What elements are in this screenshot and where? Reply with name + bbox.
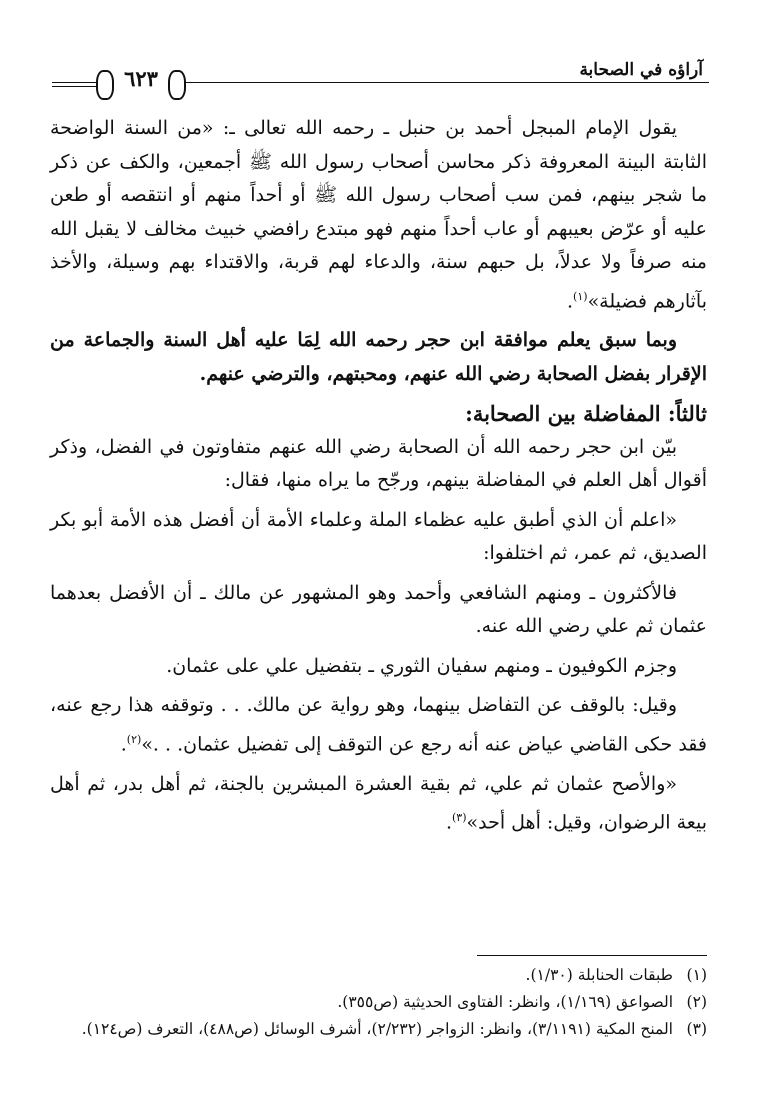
page-number-text: ٦٢٣ <box>124 66 158 91</box>
footnote: (٣)المنح المكية (٣/١١٩١)، وانظر: الزواجر (٢/٢٣٢)، أشرف الوسائل (ص٤٨٨)، التعرف (ص١٢٤). <box>81 1020 707 1038</box>
ornament-right-icon <box>168 70 186 100</box>
ornament-left-icon <box>96 70 114 100</box>
footnote-ref: (٣) <box>451 811 467 825</box>
footnote-ref: (٢) <box>126 732 142 746</box>
main-text <box>50 112 707 840</box>
paragraph: وجزم الكوفيون ـ ومنهم سفيان الثوري ـ بتفضيل علي على عثمان. <box>166 654 677 677</box>
footnote-separator <box>477 955 707 956</box>
paragraph: «والأصح عثمان ثم علي، ثم بقية العشرة المبشرين بالجنة، ثم أهل بدر، ثم أهل بيعة الرضوان، وقيل: أهل أحد»$^{(٣)}$. <box>50 772 707 834</box>
header-title: آراؤه في الصحابة <box>579 60 703 80</box>
header-rule-short <box>52 86 96 87</box>
footnotes <box>50 962 707 1043</box>
running-header <box>52 56 709 96</box>
paragraph: بيّن ابن حجر رحمه الله أن الصحابة رضي الله عنهم متفاوتون في الفضل، وذكر أقوال أهل العلم في المفاضلة بينهم، ورجّح ما يراه منها، فقال: <box>50 435 707 492</box>
footnote: (١)طبقات الحنابلة (١/٣٠). <box>525 966 707 984</box>
section-heading: ثالثاً: المفاضلة بين الصحابة: <box>465 401 707 427</box>
footnote: (٢)الصواعق (١/١٦٩)، وانظر: الفتاوى الحديثية (ص٣٥٥). <box>337 993 707 1011</box>
paragraph: يقول الإمام المبجل أحمد بن حنبل ـ رحمه الله تعالى ـ: «من السنة الواضحة الثابتة البينة المعروفة ذكر محاسن أصحاب رسول الله ﷺ أجمعين، والكف عن ذكر ما شجر بينهم، فمن سب أصحاب رسول الله ﷺ أو أحداً منهم أو انتقصه أو طعن عليه أو عرّض بعيبهم أو عاب أحداً منهم فهو مبتدع رافضي خبيث مخالف لا يقبل الله منه صرفاً ولا عدلاً، بل حبهم سنة، والدعاء لهم قربة، والاقتداء بهم وسيلة، والأخذ بآثارهم فضيلة»$^{(١)}$. <box>50 117 707 312</box>
paragraph: «اعلم أن الذي أطبق عليه عظماء الملة وعلماء الأمة أن أفضل هذه الأمة أبو بكر الصديق، ثم عمر، ثم اختلفوا: <box>50 508 707 565</box>
paragraph: وبما سبق يعلم موافقة ابن حجر رحمه الله لِمَا عليه أهل السنة والجماعة من الإقرار بفضل الصحابة رضي الله عنهم، ومحبتهم، والترضي عنهم. <box>50 329 707 385</box>
paragraph: وقيل: بالوقف عن التفاضل بينهما، وهو رواية عن مالك. . . وتوقفه هذا رجع عنه، فقد حكى القاضي عياض عنه أنه رجع عن التوقف إلى تفضيل عثمان. . .»$^{(٢)}$. <box>50 694 707 756</box>
paragraph: فالأكثرون ـ ومنهم الشافعي وأحمد وهو المشهور عن مالك ـ أن الأفضل بعدهما عثمان ثم علي رضي الله عنه. <box>50 581 707 638</box>
page-number <box>98 64 184 94</box>
footnote-ref: (١) <box>573 289 588 303</box>
